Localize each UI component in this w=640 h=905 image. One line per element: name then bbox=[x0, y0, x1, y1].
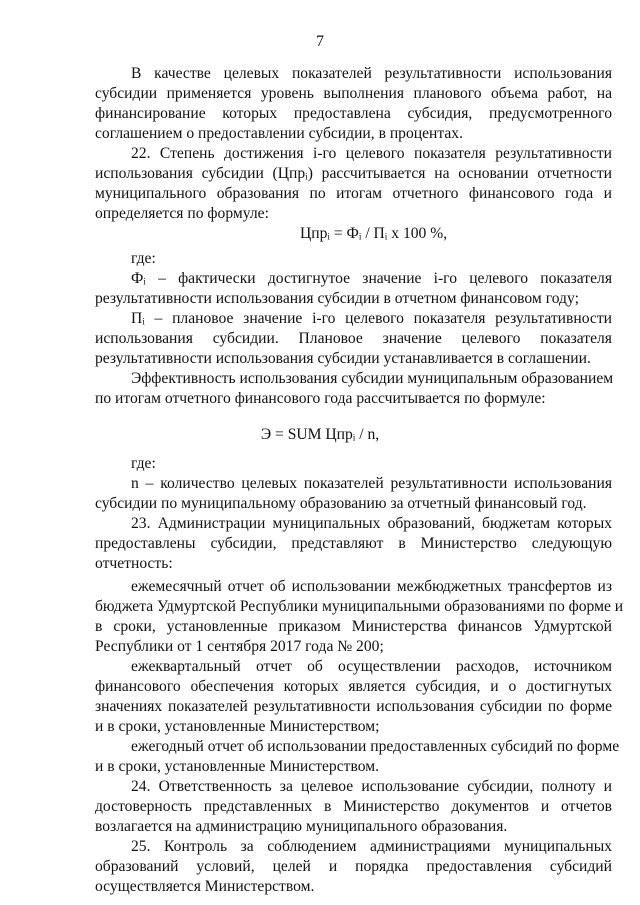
text-line: Республики от 1 сентября 2017 года № 200; bbox=[95, 638, 384, 655]
text-line: по итогам отчетного финансового года рассчитывается по формуле: bbox=[95, 390, 546, 407]
text-line: результативности использования субсидии устанавливается в соглашении. bbox=[95, 350, 591, 367]
text-line: соглашением о предоставлении субсидии, в процентах. bbox=[95, 125, 464, 142]
text-line: ежегодный отчет об использовании предоставленных субсидий по форме bbox=[131, 738, 620, 755]
text-line: и в сроки, установленные Министерством; bbox=[95, 718, 380, 735]
formula: Цпрᵢ = Фᵢ / Пᵢ x 100 %, bbox=[300, 225, 448, 242]
text-line: финансового обеспечения которых является субсидия, и о достигнутых bbox=[95, 678, 612, 695]
text-line: В качестве целевых показателей результативности использования bbox=[131, 65, 612, 82]
text-line: 23. Администрации муниципальных образований, бюджетам которых bbox=[131, 515, 612, 532]
text-line: Фᵢ – фактически достигнутое значение i-го целевого показателя bbox=[131, 270, 612, 287]
text-line: Пᵢ – плановое значение i-го целевого показателя результативности bbox=[131, 310, 612, 327]
text-line: образований условий, целей и порядка предоставления субсидий bbox=[95, 858, 612, 875]
text-line: Эффективность использования субсидии муниципальным образованием bbox=[131, 370, 614, 387]
page-number: 7 bbox=[316, 33, 324, 50]
text-line: бюджета Удмуртской Республики муниципальными образованиями по форме и bbox=[95, 598, 624, 615]
text-line: в сроки, установленные приказом Министерства финансов Удмуртской bbox=[95, 618, 612, 635]
text-line: муниципального образования по итогам отчетного финансового года и bbox=[95, 185, 612, 202]
text-line: субсидии применяется уровень выполнения планового объема работ, на bbox=[95, 85, 612, 102]
text-line: и в сроки, установленные Министерством. bbox=[95, 758, 379, 775]
text-line: определяется по формуле: bbox=[95, 205, 269, 222]
text-line: 25. Контроль за соблюдением администрациями муниципальных bbox=[131, 838, 612, 855]
text-line: где: bbox=[131, 455, 156, 472]
text-line: финансирование которых предоставлена субсидия, предусмотренного bbox=[95, 105, 612, 122]
text-line: отчетность: bbox=[95, 555, 173, 572]
text-line: значениях показателей результативности использования субсидии по форме bbox=[95, 698, 612, 715]
text-line: возлагается на администрацию муниципального образования. bbox=[95, 818, 508, 835]
text-line: субсидии по муниципальному образованию за отчетный финансовый год. bbox=[95, 495, 587, 512]
formula: Э = SUM Цпрᵢ / n, bbox=[260, 426, 380, 443]
text-line: ежеквартальный отчет об осуществлении расходов, источником bbox=[131, 658, 612, 675]
text-line: ежемесячный отчет об использовании межбюджетных трансфертов из bbox=[131, 578, 612, 595]
text-line: 22. Степень достижения i-го целевого показателя результативности bbox=[131, 145, 612, 162]
text-line: 24. Ответственность за целевое использование субсидии, полноту и bbox=[131, 778, 612, 795]
text-line: осуществляется Министерством. bbox=[95, 878, 315, 895]
text-line: результативности использования субсидии в отчетном финансовом году; bbox=[95, 290, 579, 307]
text-line: где: bbox=[131, 250, 156, 267]
text-line: предоставлены субсидии, представляют в Министерство следующую bbox=[95, 535, 612, 552]
text-line: использования субсидии (Цпрᵢ) рассчитывается на основании отчетности bbox=[95, 165, 612, 182]
text-line: n – количество целевых показателей результативности использования bbox=[131, 475, 612, 492]
text-line: достоверность представленных в Министерство документов и отчетов bbox=[95, 798, 612, 815]
text-line: использования субсидии. Плановое значение целевого показателя bbox=[95, 330, 612, 347]
